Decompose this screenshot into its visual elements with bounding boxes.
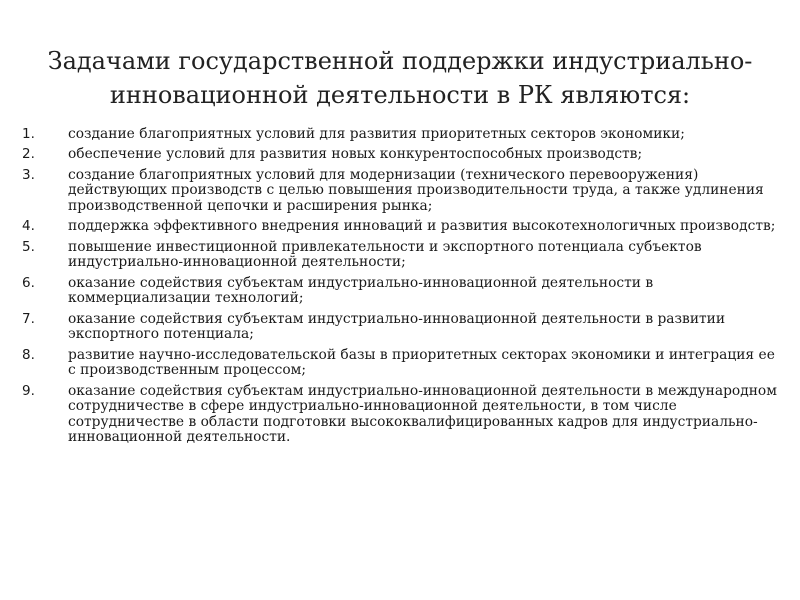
list-item bbox=[22, 348, 782, 379]
list-item-text: создание благоприятных условий для модернизации (технического перевооружения) действующих производств с целью повышения производительности труда, а также удлинения производственной цепочки и расширения рынка; bbox=[68, 166, 764, 214]
list-item-text: повышение инвестиционной привлекательности и экспортного потенциала субъектов индустриально-инновационной деятельности; bbox=[68, 238, 702, 271]
list-item-text: оказание содействия субъектам индустриально-инновационной деятельности в развитии экспортного потенциала; bbox=[68, 310, 726, 343]
list-item-number: 7. bbox=[22, 310, 35, 327]
list-item-text: создание благоприятных условий для развития приоритетных секторов экономики; bbox=[68, 126, 685, 142]
list-item bbox=[22, 219, 782, 235]
slide-title: Задачами государственной поддержки индустриально-инновационной деятельности в РК являются: bbox=[47, 47, 753, 109]
list-item-number: 9. bbox=[22, 382, 35, 399]
list-item-text: обеспечение условий для развития новых конкурентоспособных производств; bbox=[68, 146, 643, 163]
list-item bbox=[22, 240, 782, 271]
list-item bbox=[22, 276, 782, 307]
list-item-text: поддержка эффективного внедрения инноваций и развития высокотехнологичных производств; bbox=[68, 218, 776, 235]
list-item-number: 5. bbox=[22, 238, 35, 255]
list-item bbox=[22, 127, 782, 143]
list-item-number: 2. bbox=[22, 146, 35, 163]
list-item-text: оказание содействия субъектам индустриально-инновационной деятельности в коммерциализации технологий; bbox=[68, 274, 654, 307]
tasks-list bbox=[22, 127, 782, 451]
list-item-text: развитие научно-исследовательской базы в приоритетных секторах экономики и интеграция ее с производственным процессом; bbox=[68, 346, 775, 379]
list-item bbox=[22, 312, 782, 343]
list-item-number: 8. bbox=[22, 346, 35, 363]
list-item-text: оказание содействия субъектам индустриально-инновационной деятельности в международном сотрудничестве в сфере индустриально-инновационной деятельности, в том числе сотрудничестве в области подготовки высококвалифицированных кадров для индустриально-инновационной деятельности. bbox=[68, 382, 777, 446]
list-item bbox=[22, 168, 782, 215]
list-item bbox=[22, 147, 782, 163]
list-item-number: 4. bbox=[22, 218, 35, 235]
list-item-number: 3. bbox=[22, 166, 35, 183]
list-item-number: 6. bbox=[22, 274, 35, 291]
list-item bbox=[22, 384, 782, 446]
list-item-number: 1. bbox=[22, 126, 35, 142]
